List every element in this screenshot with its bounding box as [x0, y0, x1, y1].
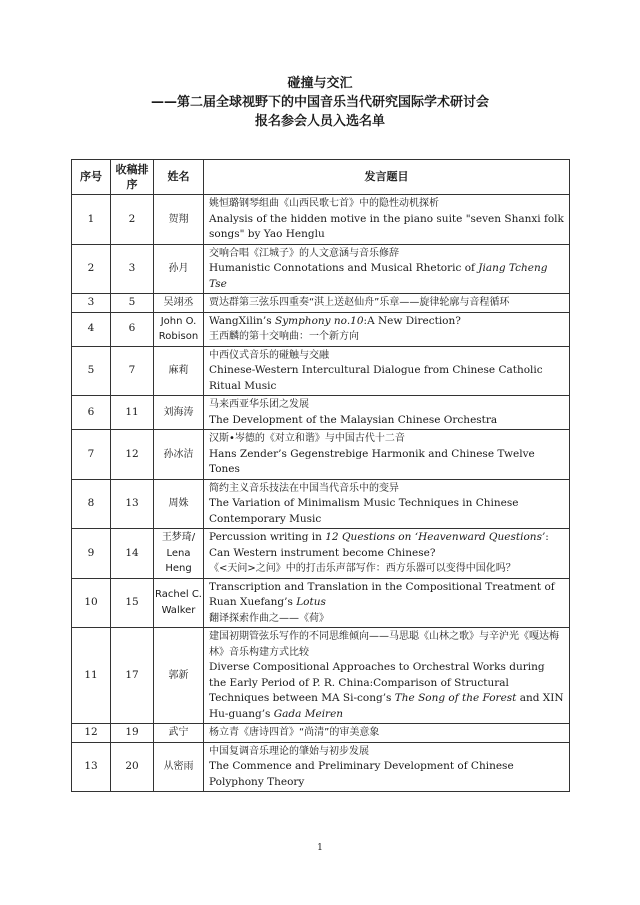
row-index: 12	[72, 724, 111, 743]
page-number: 1	[317, 843, 323, 853]
topic-english-text: The Development of the Malaysian Chinese Orchestra	[209, 413, 498, 426]
topic-english-text: : Can Western instrument become Chinese?	[209, 531, 549, 559]
row-order: 6	[111, 312, 154, 346]
row-order: 15	[111, 578, 154, 628]
topic-english-text: The Commence and Preliminary Development of Chinese Polyphony Theory	[209, 760, 514, 788]
row-index: 4	[72, 312, 111, 346]
row-topic	[204, 529, 570, 579]
topic-chinese-text: 简约主义音乐技法在中国当代音乐中的变异	[209, 482, 399, 494]
header-topic: 发言题目	[204, 160, 570, 195]
row-order: 2	[111, 195, 154, 245]
topic-english-text: Humanistic Connotations and Musical Rhetoric of	[209, 262, 479, 274]
row-order: 19	[111, 724, 154, 743]
row-index: 2	[72, 244, 111, 294]
row-topic	[204, 312, 570, 346]
topic-chinese-text: 建国初期管弦乐写作的不同思维倾向——马思聪《山林之歌》与辛沪光《嘎达梅林》音乐构建方式比较	[209, 631, 559, 658]
topic-english-text: The Variation of Minimalism Music Techniques in Chinese Contemporary Music	[209, 497, 519, 525]
row-order: 5	[111, 294, 154, 313]
row-name: 吴翊丞	[154, 294, 204, 313]
row-name: 孙冰洁	[154, 430, 204, 480]
table-body	[72, 195, 570, 792]
row-order: 20	[111, 742, 154, 792]
table-row	[72, 578, 570, 628]
topic-english-text: Transcription and Translation in the Compositional Treatment of Ruan Xuefang’s	[209, 580, 555, 608]
topic-chinese-text: 王西麟的第十交响曲：一个新方向	[209, 331, 359, 342]
row-index: 1	[72, 195, 111, 245]
topic-chinese-text: 姚恒璐钢琴组曲《山西民歌七首》中的隐性动机探析	[209, 198, 439, 209]
row-index: 9	[72, 529, 111, 579]
row-topic	[204, 294, 570, 313]
row-index: 8	[72, 479, 111, 529]
title-line-1: 碰撞与交汇	[287, 76, 353, 91]
topic-english-text: :A New Direction?	[363, 314, 461, 327]
topic-english-text: Hans Zender’s Gegenstrebige Harmonik and Chinese Twelve Tones	[209, 447, 535, 475]
table-header-row	[72, 160, 570, 195]
row-index: 7	[72, 430, 111, 480]
row-topic	[204, 346, 570, 396]
table-row	[72, 195, 570, 245]
row-index: 6	[72, 396, 111, 430]
topic-english-text: Percussion writing in	[209, 531, 326, 543]
topic-chinese-text: 杨立青《唐诗四首》“尚清”的审美意象	[209, 727, 380, 738]
title-line-2: ——第二届全球视野下的中国音乐当代研究国际学术研讨会	[150, 95, 489, 110]
topic-italic-title: 12 Questions on ‘Heavenward Questions’	[325, 531, 546, 543]
row-order: 17	[111, 628, 154, 724]
row-index: 13	[72, 742, 111, 792]
table-row	[72, 724, 570, 743]
row-name: 从密雨	[154, 742, 204, 792]
row-order: 11	[111, 396, 154, 430]
row-topic	[204, 396, 570, 430]
table-row	[72, 294, 570, 313]
row-name: Rachel C. Walker	[154, 578, 204, 628]
topic-chinese-text: 贾达群第三弦乐四重奏“淇上送赵仙舟”乐章——旋律轮廓与音程循环	[209, 297, 510, 308]
topic-chinese-text: 中国复调音乐理论的肇始与初步发展	[209, 745, 369, 757]
header-index: 序号	[72, 160, 111, 195]
row-name: 武宁	[154, 724, 204, 743]
table-row	[72, 479, 570, 529]
row-topic	[204, 195, 570, 245]
table-row	[72, 346, 570, 396]
table-row	[72, 430, 570, 480]
table-row	[72, 312, 570, 346]
row-topic	[204, 578, 570, 628]
topic-english-text: Diverse Compositional Approaches to Orchestral Works during the Early Period of P. R. China:Comparison of Structural Techniques between MA Si-cong’s	[209, 661, 545, 704]
topic-italic-title: Lotus	[296, 596, 326, 608]
row-topic	[204, 628, 570, 724]
topic-chinese-text: 翻译探索作曲之——《荷》	[209, 612, 329, 624]
row-topic	[204, 742, 570, 792]
row-order: 3	[111, 244, 154, 294]
row-name: 周姝	[154, 479, 204, 529]
topic-chinese-text: 《<天问>之问》中的打击乐声部写作：西方乐器可以变得中国化吗？	[209, 563, 516, 574]
selected-participants-table	[71, 159, 570, 792]
table-row	[72, 529, 570, 579]
topic-italic-title: Symphony no.10	[275, 314, 364, 327]
row-index: 5	[72, 346, 111, 396]
row-name: 刘海涛	[154, 396, 204, 430]
topic-italic-title: The Song of the Forest	[394, 692, 517, 704]
topic-english-text: WangXilin’s	[209, 314, 275, 327]
topic-english-text: Chinese-Western Intercultural Dialogue from Chinese Catholic Ritual Music	[209, 364, 543, 392]
row-index: 11	[72, 628, 111, 724]
row-name: 孙月	[154, 244, 204, 294]
title-line-3: 报名参会人员入选名单	[254, 114, 385, 129]
row-order: 13	[111, 479, 154, 529]
header-name: 姓名	[154, 160, 204, 195]
topic-chinese-text: 中西仪式音乐的碰触与交融	[209, 349, 329, 361]
row-name: 郭新	[154, 628, 204, 724]
table-row	[72, 742, 570, 792]
topic-chinese-text: 汉斯•岑德的《对立和谐》与中国古代十二音	[209, 433, 405, 444]
row-topic	[204, 724, 570, 743]
row-name: 麻莉	[154, 346, 204, 396]
table-row	[72, 244, 570, 294]
header-order: 收稿排序	[111, 160, 154, 195]
row-name: 贺翔	[154, 195, 204, 245]
row-order: 7	[111, 346, 154, 396]
row-topic	[204, 244, 570, 294]
row-order: 12	[111, 430, 154, 480]
topic-english-text: and XIN Hu-guang’s	[209, 692, 564, 720]
row-topic	[204, 479, 570, 529]
document-title-block	[0, 74, 640, 131]
topic-italic-title: Jiang Tcheng Tse	[209, 262, 548, 290]
topic-chinese-text: 马来西亚华乐团之发展	[209, 399, 309, 410]
table-row	[72, 396, 570, 430]
topic-chinese-text: 交响合唱《江城子》的人文意涵与音乐修辞	[209, 247, 399, 259]
row-index: 10	[72, 578, 111, 628]
row-index: 3	[72, 294, 111, 313]
row-name: John O. Robison	[154, 312, 204, 346]
row-topic	[204, 430, 570, 480]
row-name: 王梦琦/ Lena Heng	[154, 529, 204, 579]
topic-italic-title: Gada Meiren	[273, 707, 344, 720]
topic-english-text: Analysis of the hidden motive in the piano suite "seven Shanxi folk songs" by Yao Henglu	[209, 212, 564, 240]
table-row	[72, 628, 570, 724]
row-order: 14	[111, 529, 154, 579]
